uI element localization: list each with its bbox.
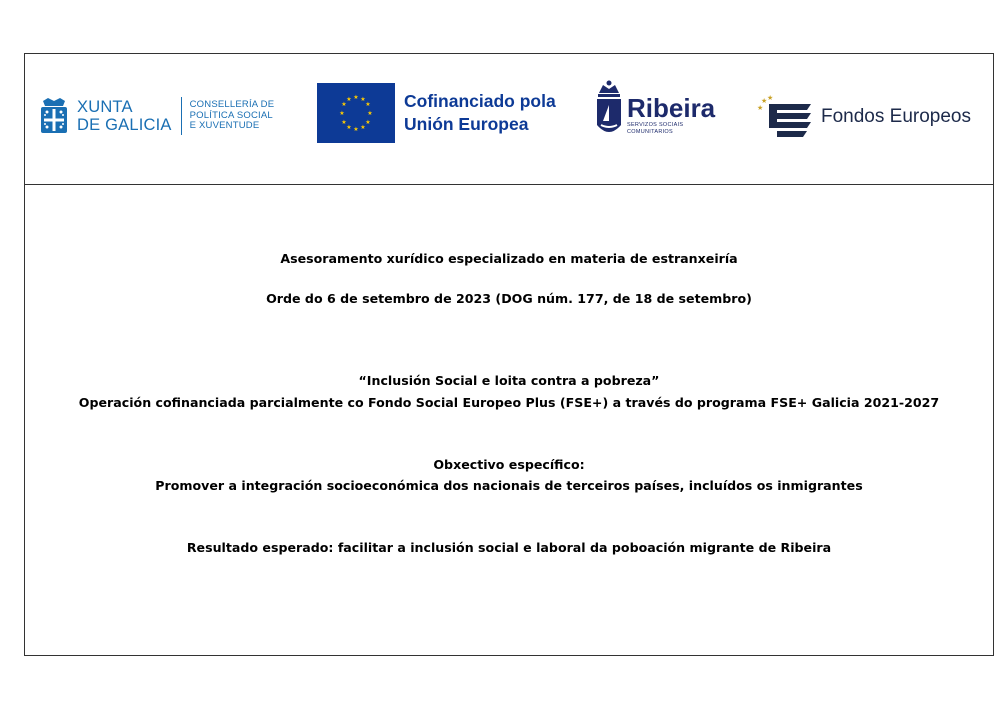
svg-text:★: ★ [360,124,366,131]
svg-text:★: ★ [353,126,359,133]
svg-text:★: ★ [341,119,347,126]
svg-text:★: ★ [365,119,371,126]
objective-label: Obxectivo específico: [433,457,585,472]
ribeira-wordmark [627,94,715,135]
eu-caption-line-1: Cofinanciado pola [404,91,556,111]
xunta-logo [39,96,274,136]
program-name: “Inclusión Social e loita contra a pobreza” [358,373,660,388]
expected-result: Resultado esperado: facilitar a inclusión social e laboral da poboación migrante de Ribeira [186,540,832,555]
svg-text:★: ★ [761,97,768,105]
xunta-department [190,100,275,132]
order-reference: Orde do 6 de setembro de 2023 (DOG núm. 177, de 18 de setembro) [266,291,752,306]
ribeira-name: Ribeira [627,93,716,123]
svg-text:★: ★ [353,94,359,101]
xunta-name-line-1: XUNTA [77,98,133,116]
svg-text:★: ★ [360,96,366,103]
objective-text: Promover a integración socioeconómica dos nacionais de terceiros países, incluídos os inmigrantes [155,478,863,493]
svg-text:★: ★ [365,101,371,108]
svg-text:★: ★ [346,124,352,131]
xunta-name [77,98,172,134]
xunta-separator [181,97,182,135]
eu-flag-icon [317,83,395,143]
svg-text:★: ★ [767,94,774,102]
fondos-europeos-emblem-icon [755,94,815,140]
xunta-emblem-icon [39,97,69,135]
ribeira-sub-line-2: COMUNITARIOS [627,128,673,135]
xunta-dept-line-2: POLÍTICA SOCIAL [189,109,273,121]
xunta-dept-line-3: E XUVENTUDE [189,120,260,132]
ribeira-crest-icon [595,79,623,141]
svg-text:★: ★ [341,101,347,108]
document-frame [24,53,994,656]
logo-header [25,54,993,185]
document-title: Asesoramento xurídico especializado en materia de estranxeiría [280,251,738,266]
fondos-europeos-logo [755,94,971,140]
xunta-name-line-2: DE GALICIA [77,116,172,134]
eu-caption-line-2: Unión Europea [404,114,529,134]
program-description: Operación cofinanciada parcialmente co Fondo Social Europeo Plus (FSE+) a través do programa FSE+ Galicia 2021-2027 [78,395,940,410]
xunta-dept-line-1: CONSELLERÍA DE [189,99,275,111]
svg-text:★: ★ [757,104,764,112]
svg-text:★: ★ [346,96,352,103]
eu-logo [317,83,556,143]
svg-text:★: ★ [367,110,373,117]
ribeira-logo [595,79,715,141]
eu-caption [404,90,556,136]
fondos-europeos-label: Fondos Europeos [821,106,971,127]
svg-text:★: ★ [339,110,345,117]
ribeira-sub-line-1: SERVIZOS SOCIAIS [627,122,684,128]
